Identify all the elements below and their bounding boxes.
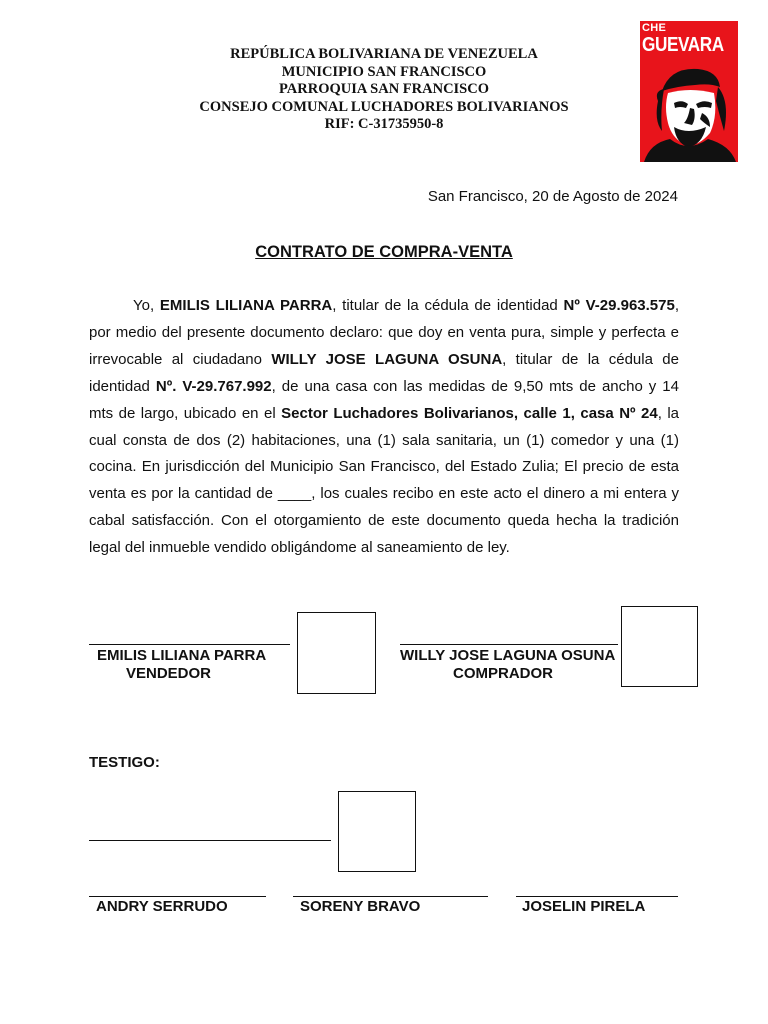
seller-signature-line <box>89 644 290 645</box>
witness-2-signature-line <box>293 896 488 897</box>
contract-body <box>89 293 679 562</box>
witness-2-name: SORENY BRAVO <box>300 898 421 915</box>
che-guevara-logo <box>640 21 738 162</box>
buyer-fingerprint-box <box>621 606 698 687</box>
header-line-municipality: MUNICIPIO SAN FRANCISCO <box>281 63 487 80</box>
seller-signature-name: EMILIS LILIANA PARRA <box>97 647 267 664</box>
witness-main-signature-line <box>89 840 331 841</box>
logo-text-che: CHE <box>642 22 667 34</box>
buyer-signature-line <box>400 644 618 645</box>
body-text-1: Yo, <box>133 297 160 314</box>
witness-3-signature-line <box>516 896 678 897</box>
header-line-council: CONSEJO COMUNAL LUCHADORES BOLIVARIANOS <box>199 98 569 115</box>
seller-id-inline: Nº V-29.963.575 <box>563 297 675 314</box>
buyer-name-inline: WILLY JOSE LAGUNA OSUNA <box>271 350 503 368</box>
portrait-icon <box>640 61 738 162</box>
witness-fingerprint-box <box>338 791 416 872</box>
document-header <box>170 46 598 134</box>
document-title: CONTRATO DE COMPRA-VENTA <box>255 243 513 261</box>
body-text-4: , titular de la cédula de identidad <box>89 350 679 395</box>
buyer-signature-role: COMPRADOR <box>453 665 553 682</box>
witness-1-name: ANDRY SERRUDO <box>96 898 228 915</box>
buyer-id-inline: Nº. V-29.767.992 <box>155 377 272 395</box>
witness-1-signature-line <box>89 896 266 897</box>
seller-signature-role: VENDEDOR <box>126 665 212 682</box>
logo-text-guevara: GUEVARA <box>642 34 724 56</box>
property-location-inline: Sector Luchadores Bolivarianos, calle 1, casa Nº 24 <box>281 404 658 422</box>
body-text-2: , titular de la cédula de identidad <box>332 297 564 314</box>
body-text-5: , de una casa con las medidas de 9,50 mts de ancho y 14 mts de largo, ubicado en el <box>89 377 679 422</box>
witness-3-name: JOSELIN PIRELA <box>522 898 646 915</box>
header-line-parish: PARROQUIA SAN FRANCISCO <box>279 81 489 97</box>
body-text-3: , por medio del presente documento declaro: que doy en venta pura, simple y perfecta e irrevocable al ciudadano <box>89 297 679 368</box>
body-text-6: , la cual consta de dos (2) habitaciones, una (1) sala sanitaria, un (1) comedor y una (1) cocina. En jurisdicción del Municipio San Francisco, del Estado Zulia; El precio de esta venta es por la cantidad de ____, los cuales recibo en este acto el dinero a mi entera y cabal satisfacción. Con el otorgamiento de este documento queda hecha la tradición legal del inmueble vendido obligándome al saneamiento de ley. <box>89 404 680 557</box>
seller-name-inline: EMILIS LILIANA PARRA <box>159 297 333 314</box>
buyer-signature-name: WILLY JOSE LAGUNA OSUNA <box>400 647 616 664</box>
header-line-country: REPÚBLICA BOLIVARIANA DE VENEZUELA <box>230 46 538 62</box>
witness-label: TESTIGO: <box>89 754 160 771</box>
document-date: San Francisco, 20 de Agosto de 2024 <box>427 188 678 205</box>
seller-fingerprint-box <box>297 612 376 694</box>
header-line-rif: RIF: C-31735950-8 <box>324 116 444 132</box>
